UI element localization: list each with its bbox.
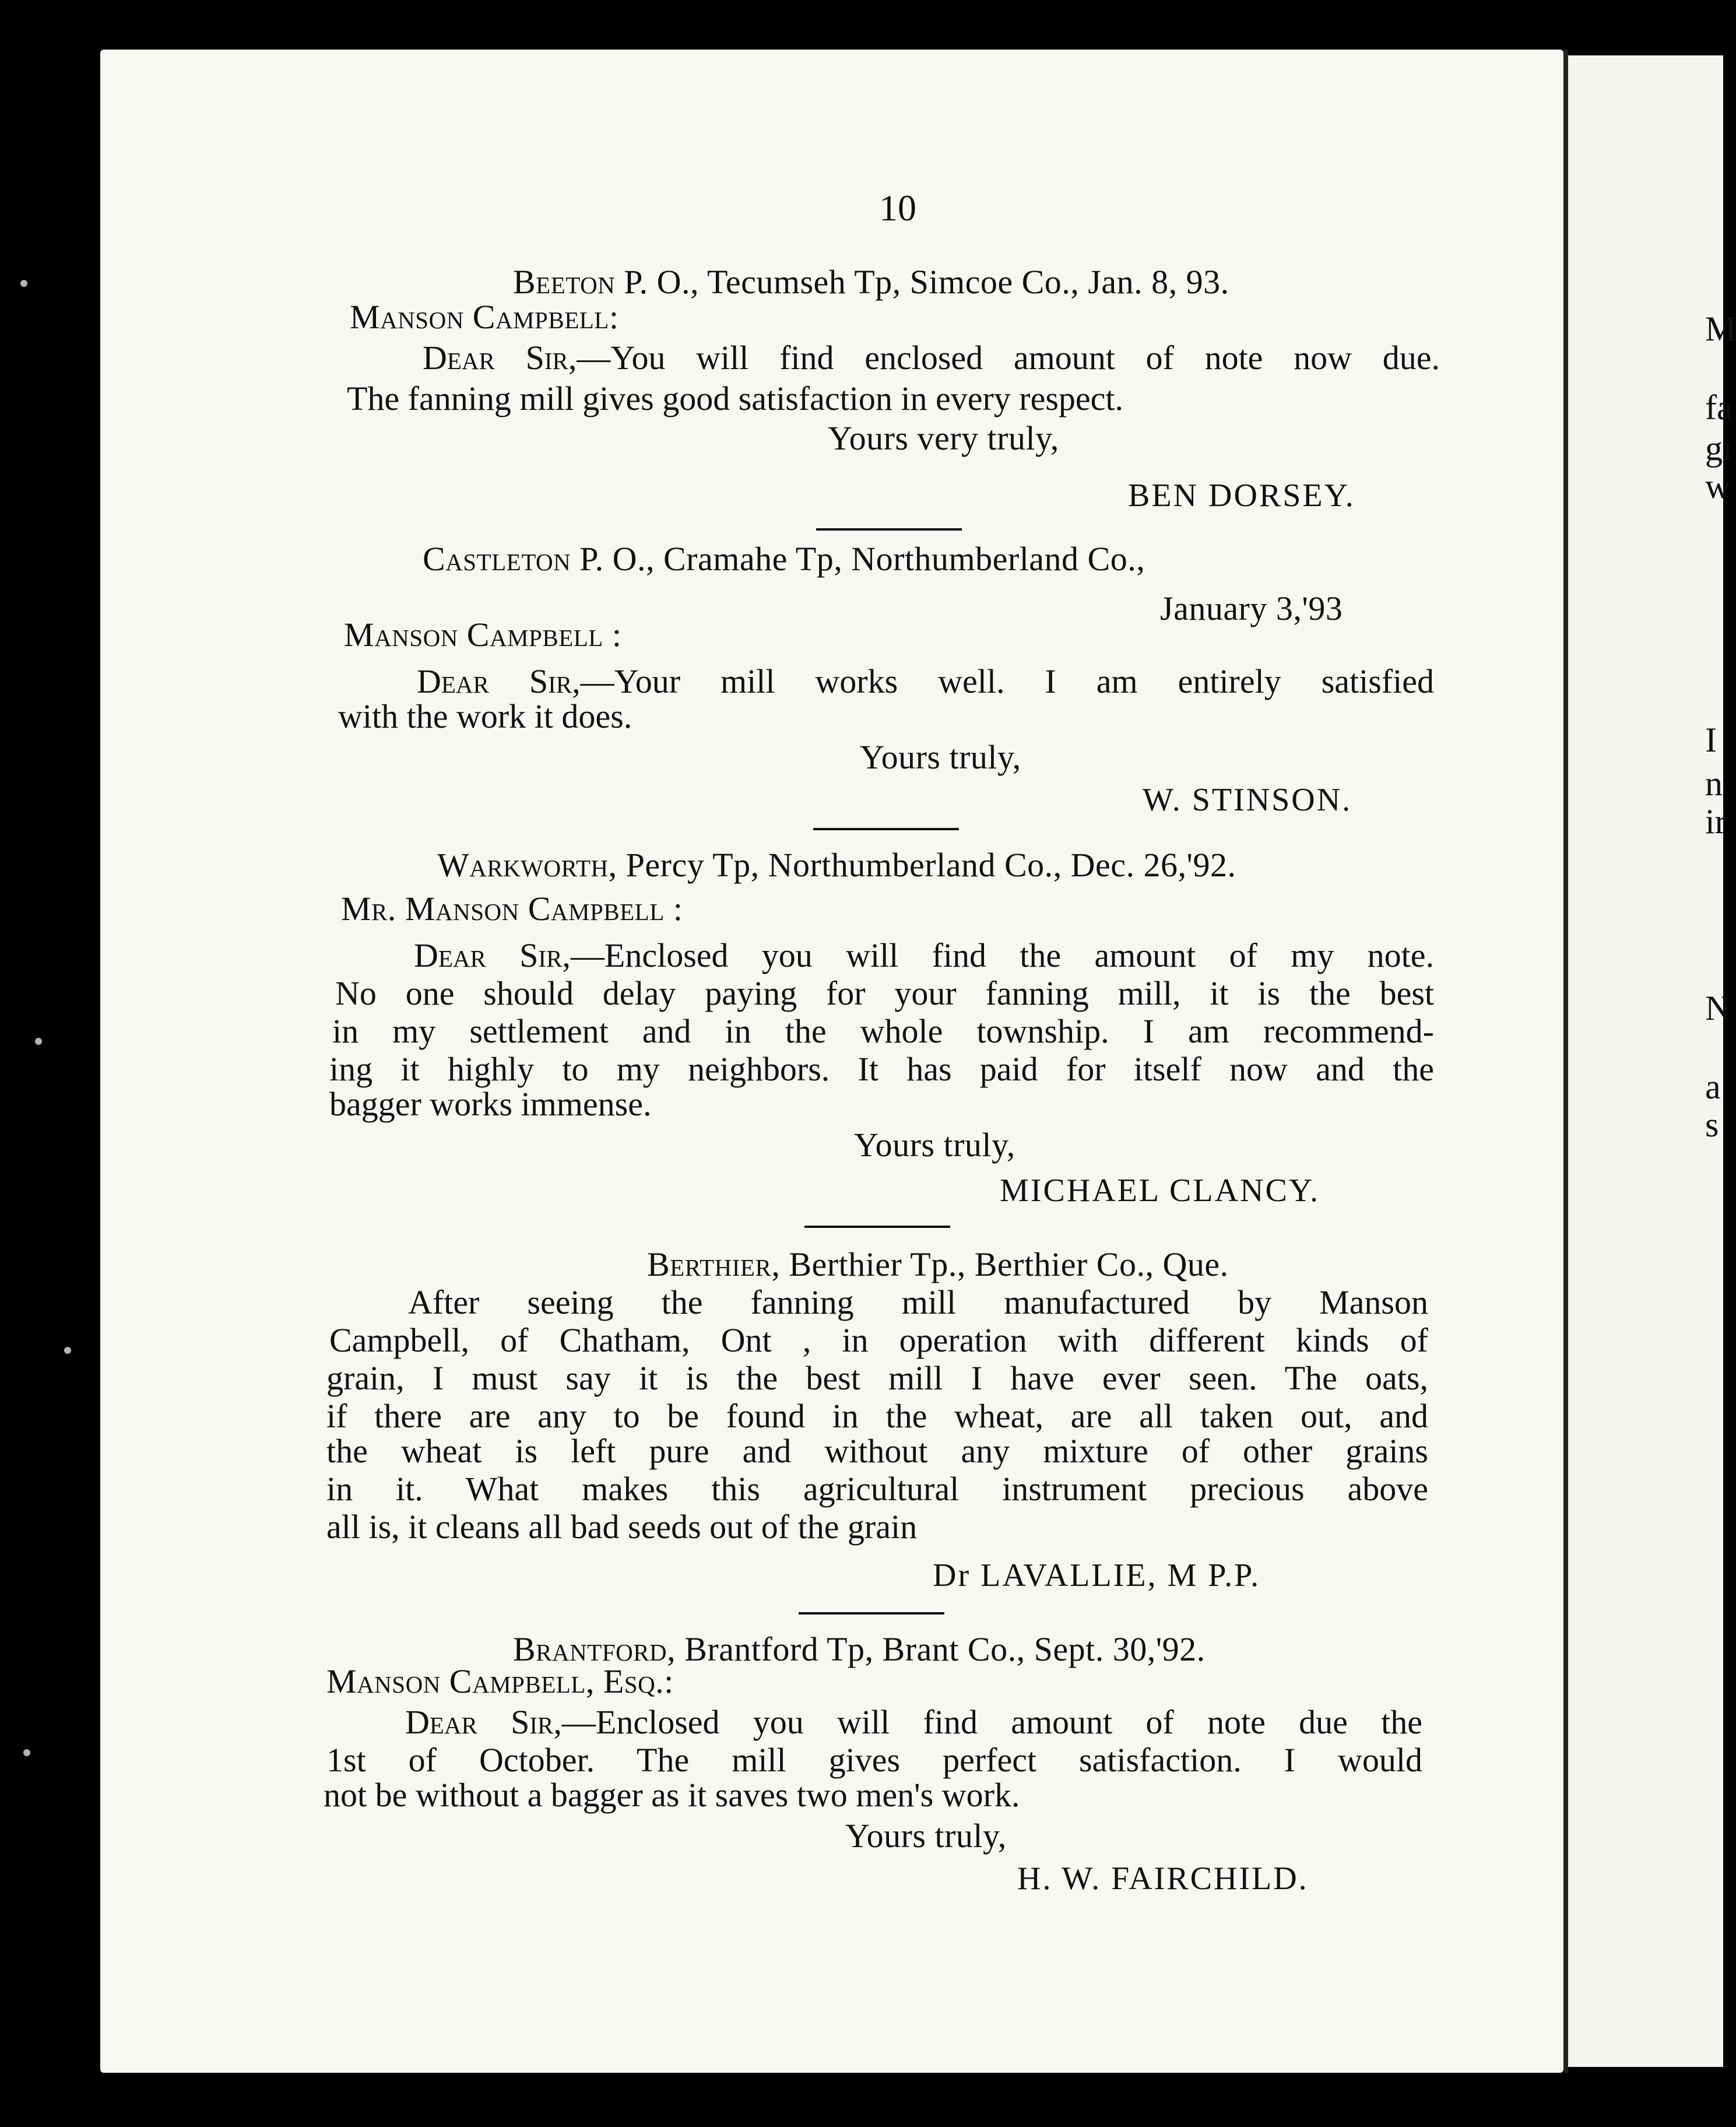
- letter-4-line-6: in it. What makes this agricultural instrument precious above: [326, 1470, 1428, 1508]
- letter-4-line-7: all is, it cleans all bad seeds out of the grain: [326, 1508, 918, 1546]
- letter-1-place: Beeton P. O., Tecumseh Tp, Simcoe Co., Jan. 8, 93.: [513, 263, 1229, 301]
- letter-3-signature: MICHAEL CLANCY.: [1000, 1173, 1320, 1209]
- facing-fragment: s: [1705, 1105, 1719, 1144]
- letter-2-line-1: Dear Sir,—Your mill works well. I am entirely satisfied: [417, 662, 1434, 700]
- facing-fragment: gı: [1705, 429, 1733, 468]
- scan-speck: [64, 1347, 71, 1354]
- letter-2-signature: W. STINSON.: [1143, 782, 1352, 818]
- letter-1-addressee: Manson Campbell:: [350, 298, 619, 336]
- page-gutter: [1563, 50, 1568, 2073]
- letter-4-place: Berthier, Berthier Tp., Berthier Co., Que.: [647, 1245, 1229, 1283]
- letter-5-place: Brantford, Brantford Tp, Brant Co., Sept. 30,'92.: [513, 1630, 1206, 1668]
- letter-1-line-1: Dear Sir,—You will find enclosed amount of note now due.: [423, 339, 1440, 377]
- letter-3-line-1: Dear Sir,—Enclosed you will find the amount of my note.: [414, 936, 1434, 974]
- letter-4-line-3: grain, I must say it is the best mill I have ever seen. The oats,: [326, 1359, 1428, 1397]
- letter-3-line-5: bagger works immense.: [329, 1085, 652, 1123]
- facing-fragment: N: [1705, 989, 1731, 1027]
- letter-3-closing: Yours truly,: [854, 1126, 1015, 1164]
- divider: [799, 1612, 944, 1614]
- letter-5-line-2: 1st of October. The mill gives perfect satisfaction. I would: [326, 1741, 1422, 1779]
- letter-3-line-3: in my settlement and in the whole township. I am recommend-: [332, 1012, 1434, 1050]
- divider: [804, 1226, 950, 1228]
- facing-fragment: M: [1705, 310, 1736, 348]
- letter-4-signature: Dr LAVALLIE, M P.P.: [933, 1557, 1261, 1594]
- letter-3-place: Warkworth, Percy Tp, Northumberland Co., Dec. 26,'92.: [437, 846, 1236, 884]
- letter-2-addressee: Manson Campbell :: [344, 616, 622, 654]
- letter-4-line-5: the wheat is left pure and without any mixture of other grains: [326, 1432, 1428, 1470]
- scan-speck: [23, 1749, 30, 1756]
- facing-fragment: a: [1705, 1068, 1721, 1106]
- letter-4-line-2: Campbell, of Chatham, Ont , in operation with different kinds of: [329, 1321, 1428, 1359]
- letter-2-closing: Yours truly,: [860, 738, 1021, 776]
- divider: [816, 528, 962, 531]
- letter-1-signature: BEN DORSEY.: [1128, 478, 1355, 514]
- facing-fragment: fa: [1705, 388, 1733, 427]
- letter-5-addressee: Manson Campbell, Esq.:: [326, 1662, 674, 1700]
- letter-2-line-2: with the work it does.: [338, 697, 632, 735]
- letter-3-line-4: ing it highly to my neighbors. It has paid for itself now and the: [329, 1050, 1434, 1088]
- page-number: 10: [879, 187, 916, 229]
- letter-4-line-4: if there are any to be found in the wheat, are all taken out, and: [326, 1397, 1428, 1435]
- letter-2-place: Castleton P. O., Cramahe Tp, Northumberland Co.,: [423, 540, 1145, 578]
- letter-2-date: January 3,'93: [1160, 589, 1343, 627]
- facing-fragment: n: [1705, 764, 1723, 803]
- letter-3-line-2: No one should delay paying for your fanning mill, it is the best: [335, 974, 1434, 1012]
- facing-fragment: I: [1705, 721, 1717, 759]
- scan-speck: [20, 280, 27, 287]
- letter-5-line-3: not be without a bagger as it saves two men's work.: [324, 1776, 1020, 1814]
- divider: [813, 828, 959, 830]
- facing-fragment: ir: [1705, 802, 1727, 841]
- letter-5-closing: Yours truly,: [845, 1817, 1007, 1855]
- facing-page: [1568, 55, 1723, 2067]
- letter-5-line-1: Dear Sir,—Enclosed you will find amount of note due the: [405, 1703, 1422, 1741]
- scan-speck: [35, 1038, 42, 1045]
- letter-5-signature: H. W. FAIRCHILD.: [1017, 1861, 1309, 1897]
- letter-3-addressee: Mr. Manson Campbell :: [341, 890, 683, 928]
- letter-1-line-2: The fanning mill gives good satisfaction in every respect.: [347, 380, 1124, 417]
- facing-fragment: w: [1705, 467, 1731, 506]
- letter-4-line-1: After seeing the fanning mill manufactured by Manson: [408, 1283, 1428, 1321]
- letter-1-closing: Yours very truly,: [828, 419, 1059, 457]
